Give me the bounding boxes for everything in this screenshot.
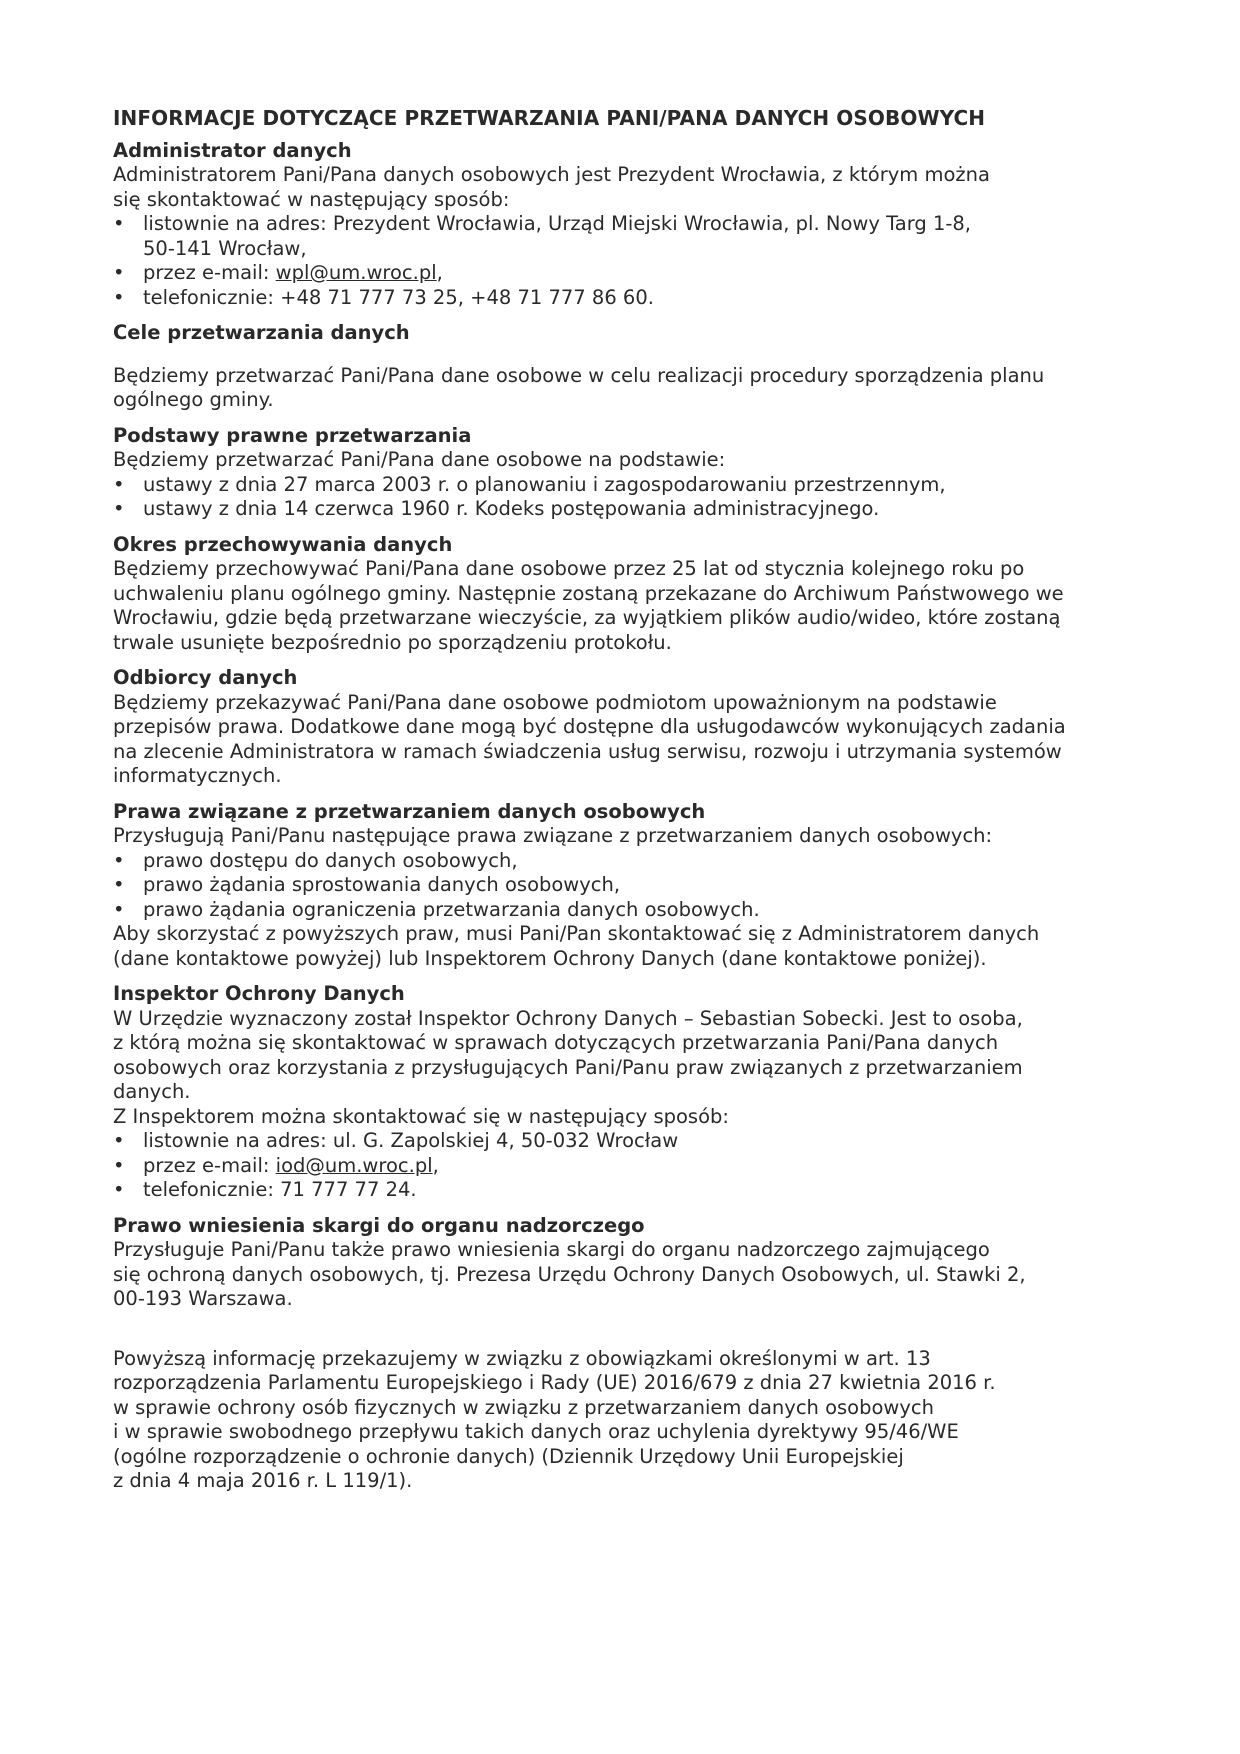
text-line: przepisów prawa. Dodatkowe dane mogą być dostępne dla usługodawców wykonujących zadania	[113, 715, 1066, 738]
text-line: Będziemy przechowywać Pani/Pana dane osobowe przez 25 lat od stycznia kolejnego roku po	[113, 557, 1025, 580]
list-item: • ustawy z dnia 14 czerwca 1960 r. Kodeks postępowania administracyjnego.	[113, 497, 1133, 522]
section-heading-dpo: Inspektor Ochrony Danych	[113, 982, 405, 1005]
text-line: • listownie na adres: Prezydent Wrocławia, Urząd Miejski Wrocławia, pl. Nowy Targ 1-8,	[143, 212, 971, 235]
text-line: (dane kontaktowe powyżej) lub Inspektorem Ochrony Danych (dane kontaktowe poniżej).	[113, 946, 987, 970]
text-line: (ogólne rozporządzenie o ochronie danych) (Dziennik Urzędowy Unii Europejskiej	[113, 1444, 904, 1468]
text-line: informatycznych.	[113, 764, 282, 787]
list-item-phone: • telefonicznie: +48 71 777 73 25, +48 71 777 86 60.	[113, 286, 1133, 311]
text-line: rozporządzenia Parlamentu Europejskiego i Rady (UE) 2016/679 z dnia 27 kwietnia 2016 r.	[113, 1371, 996, 1394]
text-line: uchwaleniu planu ogólnego gminy. Następnie zostaną przekazane do Archiwum Państwowego we	[113, 581, 1064, 605]
text-line: Aby skorzystać z powyższych praw, musi Pani/Pan skontaktować się z Administratorem danych	[113, 922, 1040, 945]
section-heading-complaint: Prawo wniesienia skargi do organu nadzorczego	[113, 1213, 645, 1237]
text-line: się ochroną danych osobowych, tj. Prezesa Urzędu Ochrony Danych Osobowych, ul. Stawki 2,	[113, 1262, 1026, 1286]
email-label: przez e-mail:	[143, 261, 276, 284]
text-line: 50-141 Wrocław,	[143, 236, 307, 260]
text-line: się skontaktować w następujący sposób:	[113, 187, 510, 211]
text-line: Powyższą informację przekazujemy w związku z obowiązkami określonymi w art. 13	[113, 1346, 931, 1370]
text-line: Administratorem Pani/Pana danych osobowych jest Prezydent Wrocławia, z którym można	[113, 163, 990, 186]
list-item-email	[113, 261, 1133, 286]
section-legal-basis	[113, 424, 1133, 522]
section-retention	[113, 533, 1133, 656]
email-label: przez e-mail:	[143, 1153, 276, 1177]
text-line: i w sprawie swobodnego przepływu takich danych oraz uchylenia dyrektywy 95/46/WE	[113, 1420, 959, 1443]
text-line: Przysługuje Pani/Panu także prawo wniesienia skargi do organu nadzorczego zajmującego	[113, 1238, 990, 1261]
dpo-contact-list	[113, 1129, 1133, 1203]
section-heading-administrator: Administrator danych	[113, 138, 352, 162]
list-item: • prawo dostępu do danych osobowych,	[113, 849, 1133, 874]
list-item-email	[113, 1154, 1133, 1179]
list-item: • ustawy z dnia 27 marca 2003 r. o planowaniu i zagospodarowaniu przestrzennym,	[113, 473, 1133, 498]
email-link[interactable]: iod@um.wroc.pl	[275, 1153, 433, 1177]
section-recipients	[113, 666, 1133, 789]
rights-list	[113, 849, 1133, 923]
text-line: Z Inspektorem można skontaktować się w następujący sposób:	[113, 1104, 729, 1128]
section-purposes	[113, 321, 1133, 413]
list-item-phone: • telefonicznie: 71 777 77 24.	[113, 1178, 1133, 1203]
text-line: Wrocławiu, gdzie będą przetwarzane wieczyście, za wyjątkiem plików audio/wideo, które zostaną	[113, 606, 1061, 629]
document-content	[113, 106, 1133, 1505]
text-line: W Urzędzie wyznaczony został Inspektor Ochrony Danych – Sebastian Sobecki. Jest to osoba,	[113, 1006, 1023, 1030]
text-line: ogólnego gminy.	[113, 388, 274, 411]
section-heading-retention: Okres przechowywania danych	[113, 532, 453, 556]
section-heading-legal-basis: Podstawy prawne przetwarzania	[113, 423, 472, 447]
section-heading-purposes: Cele przetwarzania danych	[113, 321, 410, 344]
text-line: z którą można się skontaktować w sprawach dotyczących przetwarzania Pani/Pana danych	[113, 1031, 999, 1054]
text-line: z dnia 4 maja 2016 r. L 119/1).	[113, 1469, 413, 1492]
section-complaint	[113, 1214, 1133, 1312]
list-item-post	[113, 212, 1133, 261]
list-item: • prawo żądania sprostowania danych osobowych,	[113, 873, 1133, 898]
text-line: trwale usunięte bezpośrednio po sporządzeniu protokołu.	[113, 630, 672, 654]
text-line: Przysługują Pani/Panu następujące prawa związane z przetwarzaniem danych osobowych:	[113, 824, 993, 847]
page-title: INFORMACJE DOTYCZĄCE PRZETWARZANIA PANI/PANA DANYCH OSOBOWYCH	[113, 106, 986, 130]
section-rights	[113, 800, 1133, 972]
list-item-post: • listownie na adres: ul. G. Zapolskiej 4, 50-032 Wrocław	[113, 1129, 1133, 1154]
section-legal-notice	[113, 1347, 1133, 1494]
punctuation: ,	[432, 1153, 439, 1177]
text-line: na zlecenie Administratora w ramach świadczenia usług serwisu, rozwoju i utrzymania systemów	[113, 739, 1062, 763]
text-line: Będziemy przetwarzać Pani/Pana dane osobowe na podstawie:	[113, 448, 726, 471]
punctuation: ,	[436, 261, 443, 284]
legal-basis-list	[113, 473, 1133, 522]
text-line: w sprawie ochrony osób fizycznych w związku z przetwarzaniem danych osobowych	[113, 1395, 934, 1419]
section-heading-recipients: Odbiorcy danych	[113, 666, 298, 689]
text-line: osobowych oraz korzystania z przysługujących Pani/Panu praw związanych z przetwarzaniem	[113, 1055, 1023, 1079]
text-line: danych.	[113, 1080, 191, 1103]
section-administrator	[113, 139, 1133, 311]
text-line: Będziemy przekazywać Pani/Pana dane osobowe podmiotom upoważnionym na podstawie	[113, 690, 997, 714]
email-link[interactable]: wpl@um.wroc.pl	[275, 261, 437, 284]
section-heading-rights: Prawa związane z przetwarzaniem danych osobowych	[113, 799, 706, 823]
list-item: • prawo żądania ograniczenia przetwarzania danych osobowych.	[113, 898, 1133, 923]
text-line: Będziemy przetwarzać Pani/Pana dane osobowe w celu realizacji procedury sporządzenia planu	[113, 363, 1045, 387]
text-line: 00-193 Warszawa.	[113, 1287, 293, 1310]
section-dpo	[113, 982, 1133, 1203]
contact-list	[113, 212, 1133, 310]
